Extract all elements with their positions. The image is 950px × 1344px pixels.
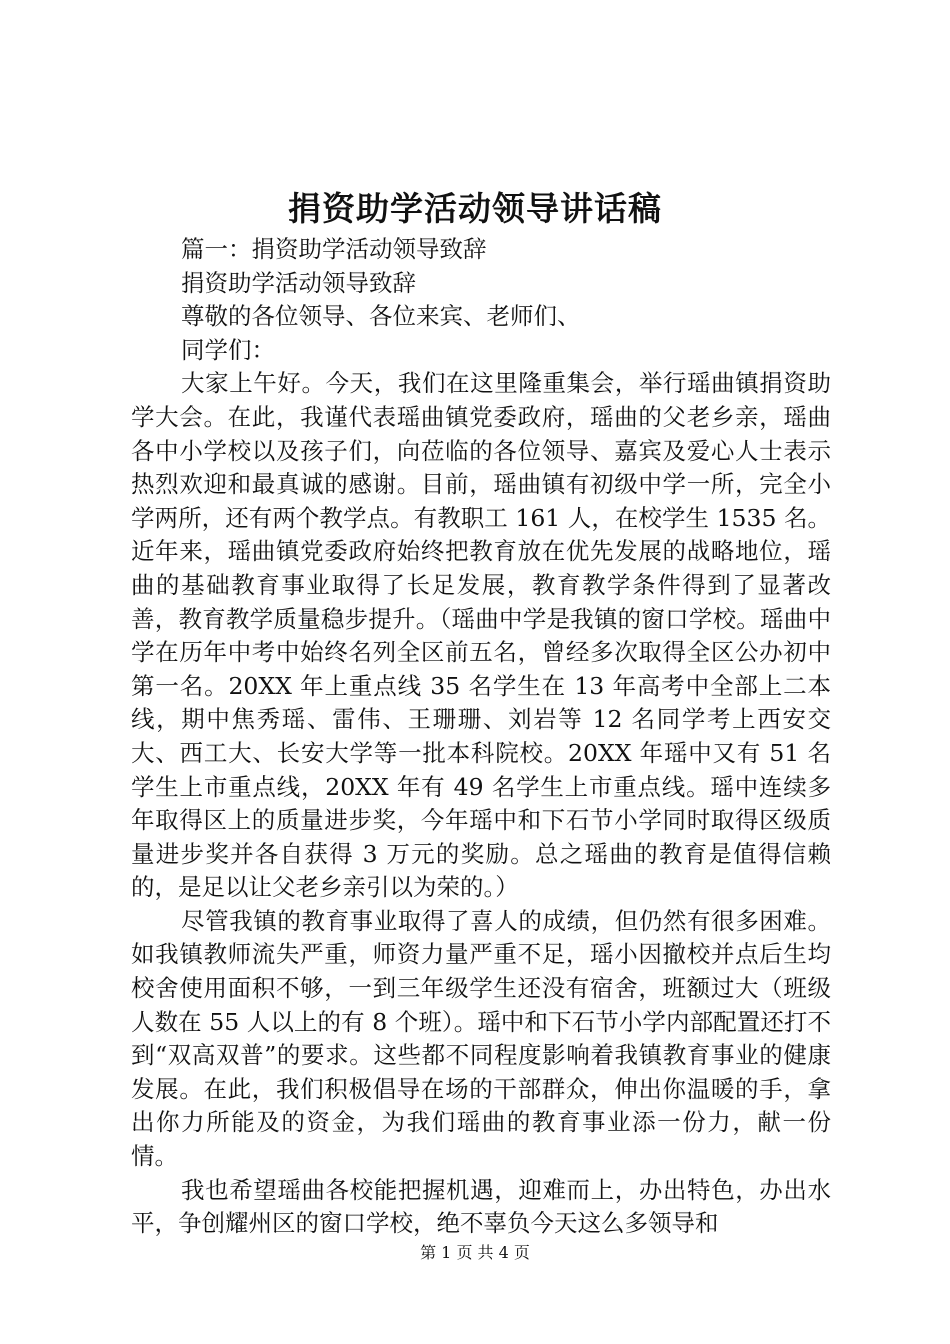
speech-title: 捐资助学活动领导致辞 bbox=[181, 268, 416, 297]
document-title: 捐资助学活动领导讲话稿 bbox=[288, 189, 662, 228]
document-body bbox=[131, 233, 831, 1241]
paragraph-3: 我也希望瑶曲各校能把握机遇，迎难而上，办出特色，办出水平，争创耀州区的窗口学校，绝不辜负今天这么多领导和 bbox=[131, 1175, 831, 1238]
salutation-continued: 同学们： bbox=[181, 335, 275, 364]
section-heading: 篇一：捐资助学活动领导致辞 bbox=[181, 235, 487, 263]
paragraph-1: 大家上午好。今天，我们在这里隆重集会，举行瑶曲镇捐资助学大会。在此，我谨代表瑶曲镇党委政府，瑶曲的父老乡亲，瑶曲各中小学校以及孩子们，向莅临的各位领导、嘉宾及爱心人士表示热烈欢迎和最真诚的感谢。目前，瑶曲镇有初级中学一所，完全小学两所，还有两个教学点。有教职工 161 人，在校学生 1535 名。近年来，瑶曲镇党委政府始终把教育放在优先发展的战略地位，瑶曲的基础教育事业取得了长足发展，教育教学条件得到了显著改善，教育教学质量稳步提升。（瑶曲中学是我镇的窗口学校。瑶曲中学在历年中考中始终名列全区前五名，曾经多次取得全区公办初中第一名。20XX 年上重点线 35 名学生在 13 年高考中全部上二本线，期中焦秀瑶、雷伟、王珊珊、刘岩等 12 名同学考上西安交大、西工大、长安大学等一批本科院校。20XX 年瑶中又有 51 名学生上市重点线，20XX 年有 49 名学生上市重点线。瑶中连续多年取得区上的质量进步奖，今年瑶中和下石节小学同时取得区级质量进步奖并各自获得 3 万元的奖励。总之瑶曲的教育是值得信赖的，是足以让父老乡亲引以为荣的。） bbox=[131, 369, 831, 902]
page-footer: 第 1 页 共 4 页 bbox=[420, 1243, 530, 1262]
paragraph-2: 尽管我镇的教育事业取得了喜人的成绩，但仍然有很多困难。如我镇教师流失严重，师资力量严重不足，瑶小因撤校并点后生均校舍使用面积不够，一到三年级学生还没有宿舍，班额过大（班级人数在 55 人以上的有 8 个班）。瑶中和下石节小学内部配置还打不到“双高双普”的要求。这些都不同程度影响着我镇教育事业的健康发展。在此，我们积极倡导在场的干部群众，伸出你温暖的手，拿出你力所能及的资金，为我们瑶曲的教育事业添一份力，献一份情。 bbox=[131, 906, 831, 1171]
salutation: 尊敬的各位领导、各位来宾、老师们、 bbox=[181, 302, 581, 331]
